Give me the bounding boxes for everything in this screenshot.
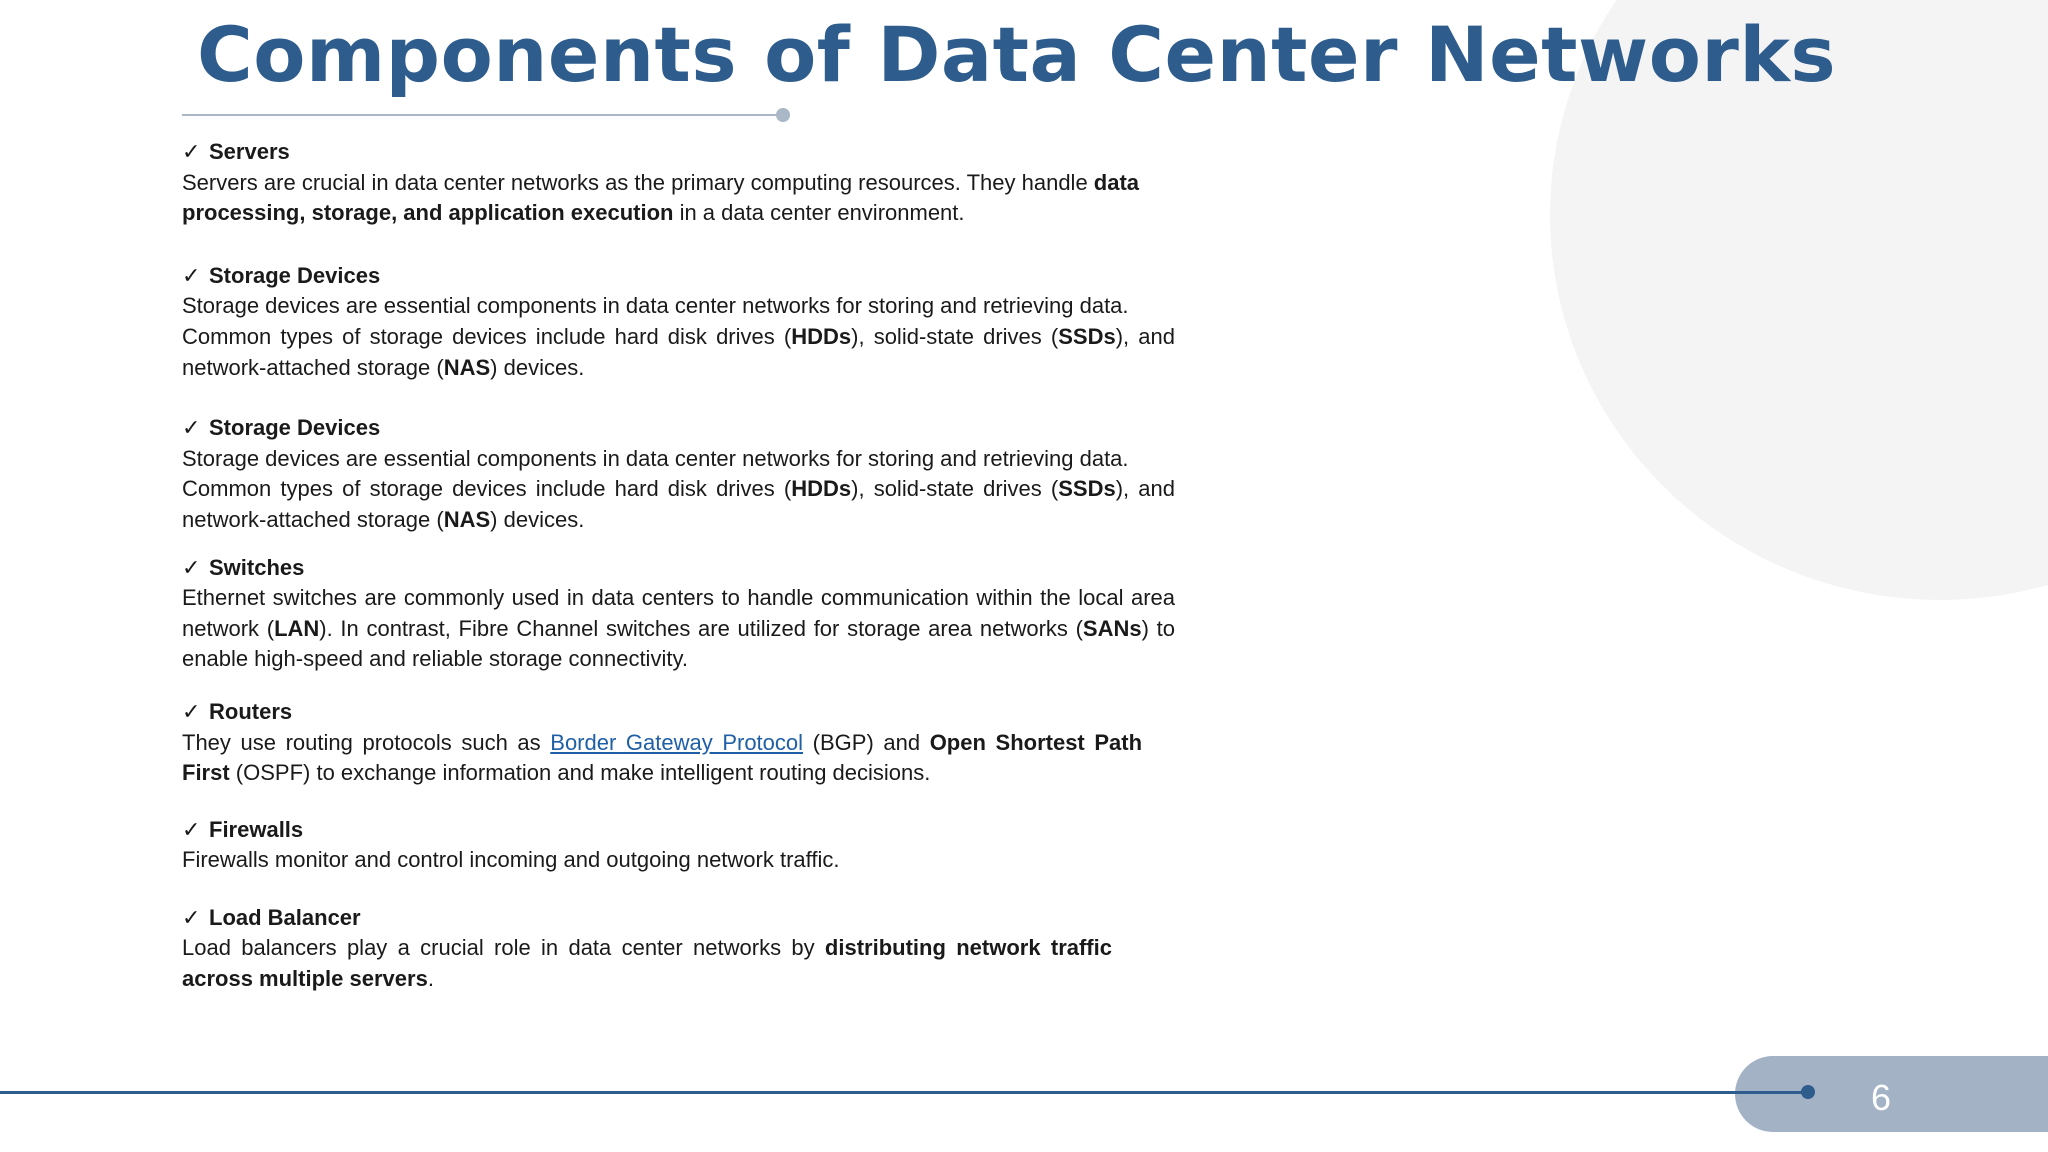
section-heading: [182, 261, 1175, 292]
section-storage-devices-duplicate: [182, 413, 1175, 535]
section-heading: [182, 413, 1175, 444]
section-heading: [182, 815, 1175, 846]
text-run: ), and network-attached storage (: [182, 323, 1175, 380]
check-icon: ✓: [182, 904, 201, 930]
text-run: Common types of storage devices include hard disk drives (: [182, 323, 792, 349]
bold-text: SSDs: [1058, 476, 1116, 502]
bold-text: Open Shortest Path First: [182, 729, 1143, 786]
section-heading: [182, 137, 1175, 168]
text-run: Servers are crucial in data center networks as the primary computing resources. They handle: [182, 169, 1094, 195]
section-heading: [182, 903, 1175, 934]
text-run: Ethernet switches are commonly used in data centers to handle communication within the local area network (: [182, 585, 1175, 641]
section-storage-devices: [182, 261, 1175, 383]
bold-text: distributing network traffic across multiple servers: [182, 935, 1112, 992]
text-run: ), and network-attached storage (: [182, 476, 1175, 532]
paragraph: [182, 168, 1175, 229]
section-routers: [182, 697, 1175, 789]
check-icon: ✓: [182, 415, 201, 441]
section-heading: [182, 553, 1175, 584]
paragraph: [182, 728, 1142, 789]
text-run: They use routing protocols such as: [182, 729, 551, 755]
bold-text: NAS: [443, 354, 491, 380]
text-run: .: [427, 966, 434, 992]
bold-text: HDDs: [791, 476, 852, 502]
title-underline-dot: [776, 108, 790, 122]
paragraph: [182, 933, 1112, 994]
section-heading: [182, 697, 1175, 728]
text-run: ) devices.: [490, 354, 585, 380]
text-run: Load balancers play a crucial role in data center networks by: [182, 935, 825, 961]
text-run: ). In contrast, Fibre Channel switches are utilized for storage area networks (: [319, 615, 1083, 641]
paragraph: Storage devices are essential components in data center networks for storing and retrieving data.: [182, 445, 1129, 471]
footer-line: [0, 1091, 1808, 1094]
bold-text: data processing, storage, and application execution: [182, 169, 1140, 226]
heading-text: Firewalls: [209, 816, 304, 842]
text-run: ), solid-state drives (: [851, 476, 1059, 502]
text-run: (BGP) and: [803, 729, 930, 755]
bgp-link[interactable]: Border Gateway Protocol: [550, 729, 804, 755]
paragraph: [182, 583, 1175, 675]
check-icon: ✓: [182, 262, 201, 288]
bold-text: NAS: [443, 506, 491, 532]
text-run: in a data center environment.: [673, 200, 965, 226]
title-underline: [182, 114, 782, 116]
text-run: Common types of storage devices include hard disk drives (: [182, 476, 792, 502]
heading-text: Storage Devices: [209, 415, 381, 441]
heading-text: Routers: [209, 698, 293, 724]
check-icon: ✓: [182, 554, 201, 580]
bold-text: SANs: [1082, 615, 1142, 641]
slide-content: [182, 137, 1175, 995]
heading-text: Servers: [209, 139, 290, 164]
page-number: 6: [1870, 1077, 1892, 1118]
bold-text: HDDs: [791, 323, 852, 349]
text-run: ) devices.: [490, 506, 585, 532]
heading-text: Switches: [209, 554, 305, 580]
check-icon: ✓: [182, 698, 201, 724]
text-run: ) to enable high-speed and reliable storage connectivity.: [182, 615, 1175, 672]
section-load-balancer: [182, 903, 1175, 995]
heading-text: Storage Devices: [209, 262, 381, 288]
section-servers: [182, 137, 1175, 229]
paragraph: [182, 322, 1175, 383]
bold-text: LAN: [274, 615, 320, 641]
section-firewalls: [182, 815, 1175, 876]
check-icon: ✓: [182, 816, 201, 842]
bold-text: SSDs: [1058, 323, 1116, 349]
section-switches: [182, 553, 1175, 675]
paragraph: Firewalls monitor and control incoming and outgoing network traffic.: [182, 847, 840, 873]
text-run: ), solid-state drives (: [851, 323, 1059, 349]
slide-title: Components of Data Center Networks: [197, 10, 1837, 99]
heading-text: Load Balancer: [209, 904, 361, 930]
check-icon: ✓: [182, 139, 201, 164]
footer-line-dot: [1801, 1085, 1815, 1099]
paragraph: [182, 474, 1175, 535]
text-run: (OSPF) to exchange information and make intelligent routing decisions.: [229, 760, 931, 786]
paragraph: Storage devices are essential components in data center networks for storing and retrieving data.: [182, 293, 1129, 319]
